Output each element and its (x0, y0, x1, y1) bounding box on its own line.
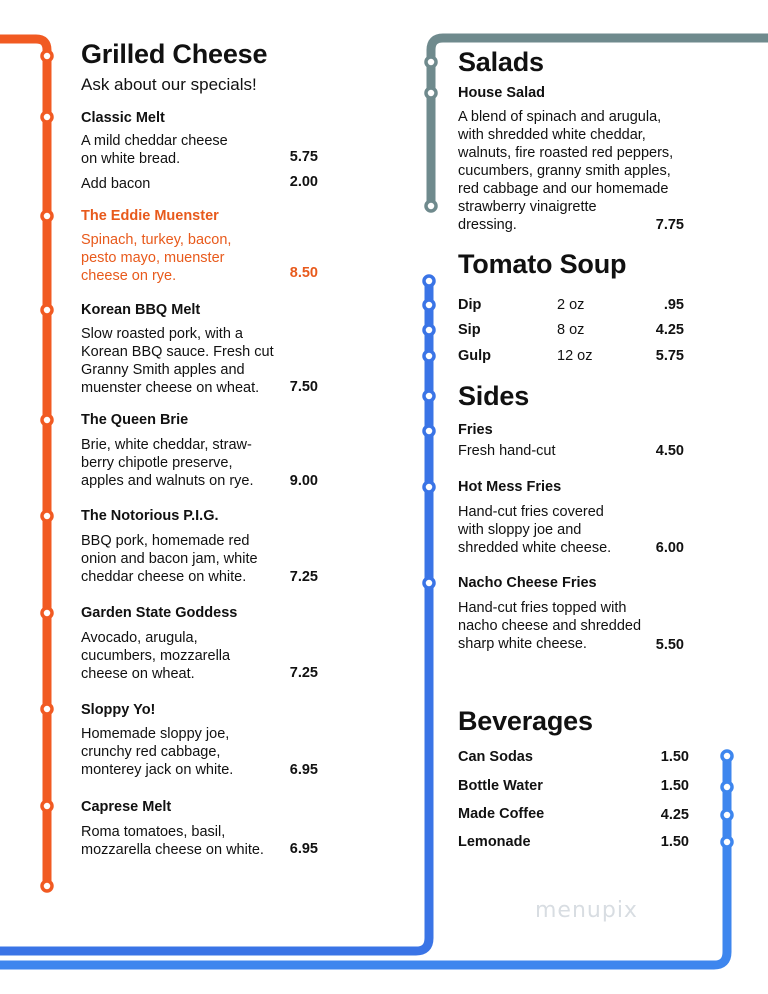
made-coffee-price: 4.25 (660, 807, 689, 823)
orange-route-line (0, 39, 47, 886)
sloppy-yo-name: Sloppy Yo! (81, 702, 156, 718)
nacho-cheese-fries-name: Nacho Cheese Fries (458, 575, 597, 591)
route-stop (42, 415, 52, 425)
caprese-melt-price: 6.95 (289, 841, 318, 857)
soup-dip-name: Dip (458, 297, 482, 313)
route-stop (426, 88, 436, 98)
lemonade-price: 1.50 (660, 834, 689, 850)
caprese-melt-name: Caprese Melt (81, 799, 172, 815)
route-stop (424, 482, 434, 492)
route-stop (426, 201, 436, 211)
classic-melt-price: 5.75 (289, 149, 318, 165)
sloppy-yo-price: 6.95 (289, 762, 318, 778)
garden-state-goddess-price: 7.25 (289, 665, 318, 681)
korean-bbq-melt-price: 7.50 (289, 379, 318, 395)
route-stop (42, 704, 52, 714)
korean-bbq-melt-name: Korean BBQ Melt (81, 302, 201, 318)
tomato-soup-title: Tomato Soup (458, 249, 627, 279)
soup-gulp-size: 12 oz (557, 348, 593, 364)
made-coffee-name: Made Coffee (458, 806, 545, 822)
eddie-muenster-description: Spinach, turkey, bacon, pesto mayo, muenster cheese on rye. (81, 232, 232, 284)
soup-dip-price: .95 (663, 297, 684, 313)
route-stop (42, 511, 52, 521)
notorious-pig-description: BBQ pork, homemade red onion and bacon jam, white cheddar cheese on white. (81, 533, 258, 585)
route-stop (42, 112, 52, 122)
lemonade-name: Lemonade (458, 834, 531, 850)
can-sodas-name: Can Sodas (458, 749, 533, 765)
notorious-pig-name: The Notorious P.I.G. (81, 508, 219, 524)
soup-sip-name: Sip (458, 322, 481, 338)
hot-mess-fries-description: Hand-cut fries covered with sloppy joe and shredded white cheese. (458, 504, 612, 556)
classic-melt-description: A mild cheddar cheese on white bread. (81, 133, 228, 167)
nacho-cheese-fries-description: Hand-cut fries topped with nacho cheese and shredded sharp white cheese. (458, 600, 642, 652)
notorious-pig-price: 7.25 (289, 569, 318, 585)
house-salad-description: A blend of spinach and arugula, with shredded white cheddar, walnuts, fire roasted red peppers, cucumbers, granny smith apples, red cabbage and our homemade strawberry vinaigrette dressing. (458, 109, 674, 233)
route-stop (42, 51, 52, 61)
add-bacon-label: Add bacon (81, 176, 151, 192)
eddie-muenster-price: 8.50 (289, 265, 318, 281)
soup-gulp-name: Gulp (458, 348, 492, 364)
bottle-water-name: Bottle Water (458, 778, 543, 794)
soup-dip-size: 2 oz (557, 297, 585, 313)
soup-sip-price: 4.25 (655, 322, 684, 338)
garden-state-goddess-name: Garden State Goddess (81, 605, 238, 621)
route-stop (42, 608, 52, 618)
add-bacon-price: 2.00 (289, 174, 318, 190)
route-stop (424, 276, 434, 286)
queen-brie-name: The Queen Brie (81, 412, 189, 428)
fries-name: Fries (458, 422, 493, 438)
can-sodas-price: 1.50 (660, 749, 689, 765)
route-stop (424, 351, 434, 361)
nacho-cheese-fries-price: 5.50 (655, 637, 684, 653)
korean-bbq-melt-description: Slow roasted pork, with a Korean BBQ sauce. Fresh cut Granny Smith apples and muenster cheese on wheat. (81, 326, 274, 396)
caprese-melt-description: Roma tomatoes, basil, mozzarella cheese on white. (81, 824, 264, 858)
route-stop (42, 881, 52, 891)
grilled-cheese-subtitle: Ask about our specials! (81, 75, 257, 94)
route-stop (722, 810, 732, 820)
sloppy-yo-description: Homemade sloppy joe, crunchy red cabbage, monterey jack on white. (81, 726, 234, 778)
fries-price: 4.50 (655, 443, 684, 459)
route-stop (42, 211, 52, 221)
hot-mess-fries-price: 6.00 (655, 540, 684, 556)
route-stop (426, 57, 436, 67)
sides-title: Sides (458, 381, 530, 411)
bottle-water-price: 1.50 (660, 778, 689, 794)
fries-description: Fresh hand-cut (458, 443, 556, 459)
hot-mess-fries-name: Hot Mess Fries (458, 479, 562, 495)
house-salad-name: House Salad (458, 85, 546, 101)
route-stop (722, 751, 732, 761)
menupix-watermark: menupix (535, 898, 638, 923)
route-stop (424, 426, 434, 436)
eddie-muenster-name: The Eddie Muenster (81, 208, 219, 224)
blue-right-route-line (0, 756, 727, 965)
route-stop (722, 782, 732, 792)
route-stop (424, 578, 434, 588)
route-stop (42, 305, 52, 315)
soup-sip-size: 8 oz (557, 322, 585, 338)
garden-state-goddess-description: Avocado, arugula, cucumbers, mozzarella cheese on wheat. (81, 630, 231, 682)
queen-brie-price: 9.00 (289, 473, 318, 489)
beverages-title: Beverages (458, 706, 593, 736)
salads-title: Salads (458, 47, 544, 77)
soup-gulp-price: 5.75 (655, 348, 684, 364)
route-stop (42, 801, 52, 811)
classic-melt-name: Classic Melt (81, 110, 165, 126)
house-salad-price: 7.75 (655, 217, 684, 233)
route-stop (424, 325, 434, 335)
route-stop (424, 391, 434, 401)
grilled-cheese-title: Grilled Cheese (81, 39, 268, 69)
route-stop (424, 300, 434, 310)
route-stop (722, 837, 732, 847)
queen-brie-description: Brie, white cheddar, straw- berry chipotle preserve, apples and walnuts on rye. (81, 437, 254, 489)
